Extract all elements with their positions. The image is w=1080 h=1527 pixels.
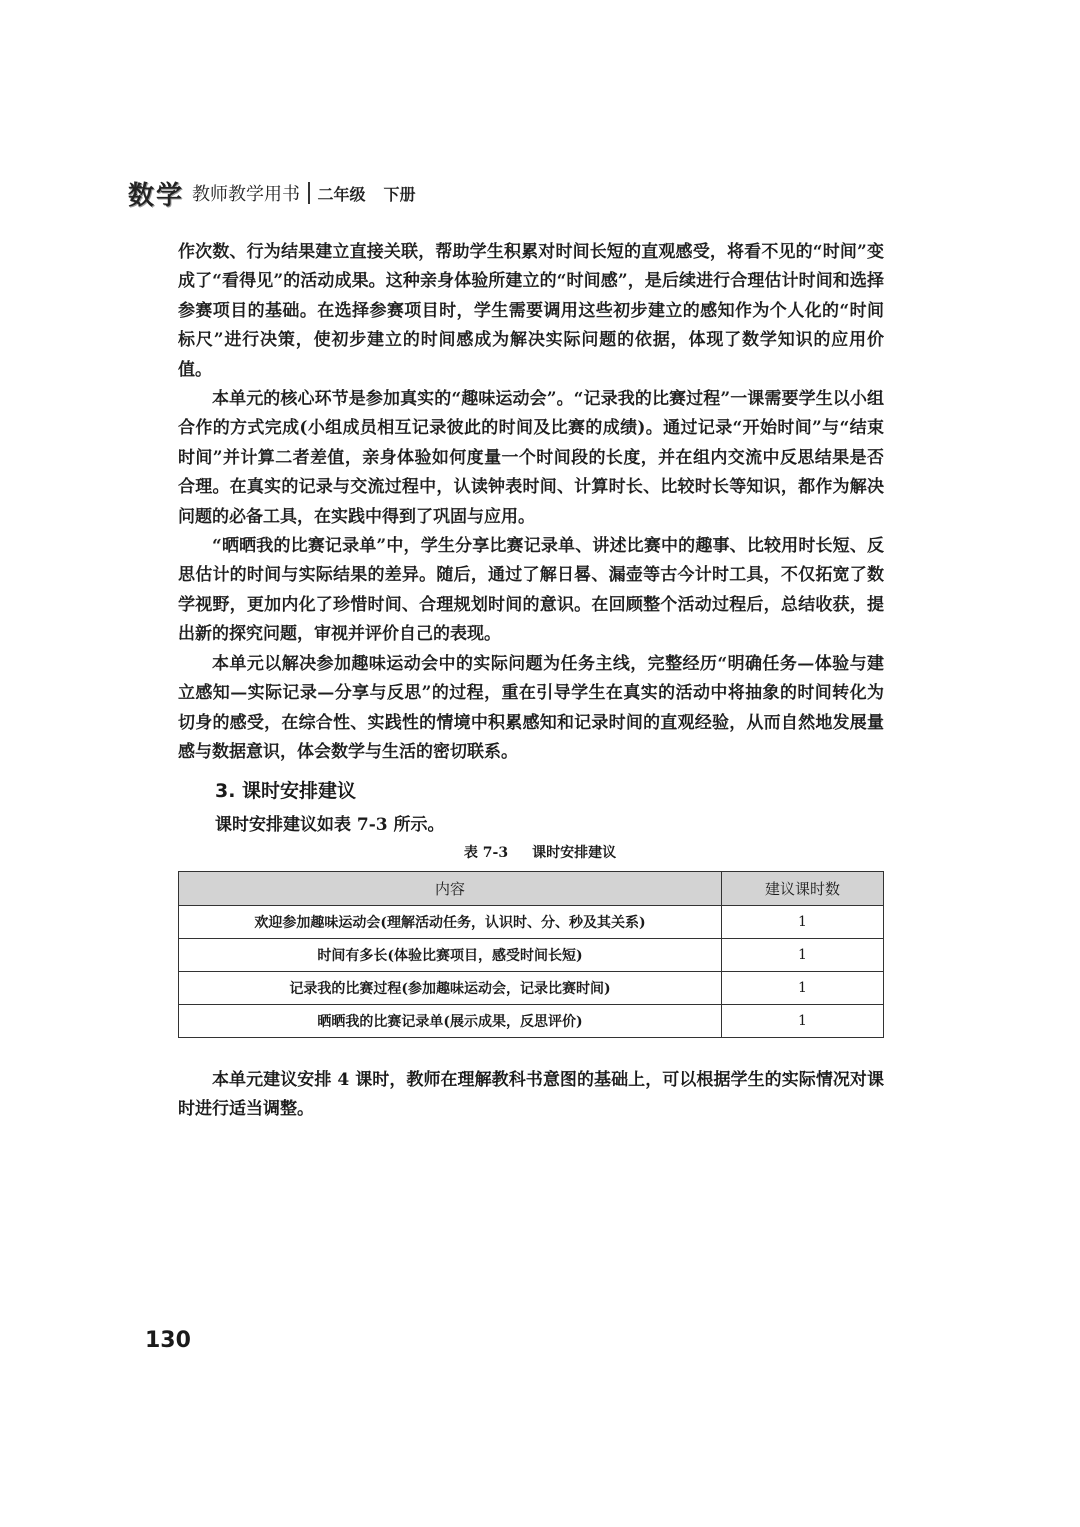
table-cell-hours: 1 (722, 906, 884, 939)
section-heading: 3. 课时安排建议 (215, 780, 357, 802)
table-caption (0, 842, 1080, 862)
subject-logo: 数学 (128, 180, 185, 211)
table-caption-title: 课时安排建议 (532, 845, 617, 861)
closing-paragraph: 本单元建议安排 4 课时，教师在理解教科书意图的基础上，可以根据学生的实际情况对课时进行适当调整。 (178, 1070, 884, 1119)
body-paragraph-2: 本单元的核心环节是参加真实的“趣味运动会”。“记录我的比赛过程”一课需要学生以小组合作的方式完成(小组成员相互记录彼此的时间及比赛的成绩)。通过记录“开始时间”与“结束时间”并计算二者差值，亲身体验如何度量一个时间段的长度，并在组内交流中反思结果是否合理。在真实的记录与交流过程中，认读钟表时间、计算时长、比较时长等知识，都作为解决问题的必备工具，在实践中得到了巩固与应用。 (178, 389, 884, 527)
table-cell-hours: 1 (722, 1005, 884, 1038)
header-divider (308, 182, 310, 204)
grade-label: 二年级 (317, 184, 366, 204)
table-header-content: 内容 (179, 872, 722, 906)
table-row (179, 939, 884, 972)
lesson-schedule-table (178, 871, 884, 1038)
table-cell-hours: 1 (722, 972, 884, 1005)
body-paragraph-4: 本单元以解决参加趣味运动会中的实际问题为任务主线，完整经历“明确任务—体验与建立感知—实际记录—分享与反思”的过程，重在引导学生在真实的活动中将抽象的时间转化为切身的感受，在综合性、实践性的情境中积累感知和记录时间的直观经验，从而自然地发展量感与数据意识，体会数学与生活的密切联系。 (178, 654, 884, 763)
body-paragraph-1: 作次数、行为结果建立直接关联，帮助学生积累对时间长短的直观感受，将看不见的“时间”变成了“看得见”的活动成果。这种亲身体验所建立的“时间感”，是后续进行合理估计时间和选择参赛项目的基础。在选择参赛项目时，学生需要调用这些初步建立的感知作为个人化的“时间标尺”进行决策，使初步建立的时间感成为解决实际问题的依据，体现了数学知识的应用价值。 (178, 242, 884, 380)
section-intro: 课时安排建议如表 7-3 所示。 (215, 815, 445, 835)
table-header-hours: 建议课时数 (722, 872, 884, 906)
table-row (179, 906, 884, 939)
table-cell-content: 记录我的比赛过程(参加趣味运动会，记录比赛时间) (179, 972, 722, 1005)
table-header-row (179, 872, 884, 906)
table-cell-content: 欢迎参加趣味运动会(理解活动任务，认识时、分、秒及其关系) (179, 906, 722, 939)
table-cell-hours: 1 (722, 939, 884, 972)
table-row (179, 972, 884, 1005)
running-header (128, 175, 416, 211)
volume-label: 下册 (383, 184, 416, 204)
table-cell-content: 晒晒我的比赛记录单(展示成果，反思评价) (179, 1005, 722, 1038)
page-number: 130 (145, 1328, 191, 1353)
book-title: 教师教学用书 (192, 184, 301, 205)
table-caption-number: 表 7-3 (463, 845, 509, 861)
body-paragraph-3: “晒晒我的比赛记录单”中，学生分享比赛记录单、讲述比赛中的趣事、比较用时长短、反思估计的时间与实际结果的差异。随后，通过了解日晷、漏壶等古今计时工具，不仅拓宽了数学视野，更加内化了珍惜时间、合理规划时间的意识。在回顾整个活动过程后，总结收获，提出新的探究问题，审视并评价自己的表现。 (178, 536, 884, 645)
table-row (179, 1005, 884, 1038)
table-cell-content: 时间有多长(体验比赛项目，感受时间长短) (179, 939, 722, 972)
